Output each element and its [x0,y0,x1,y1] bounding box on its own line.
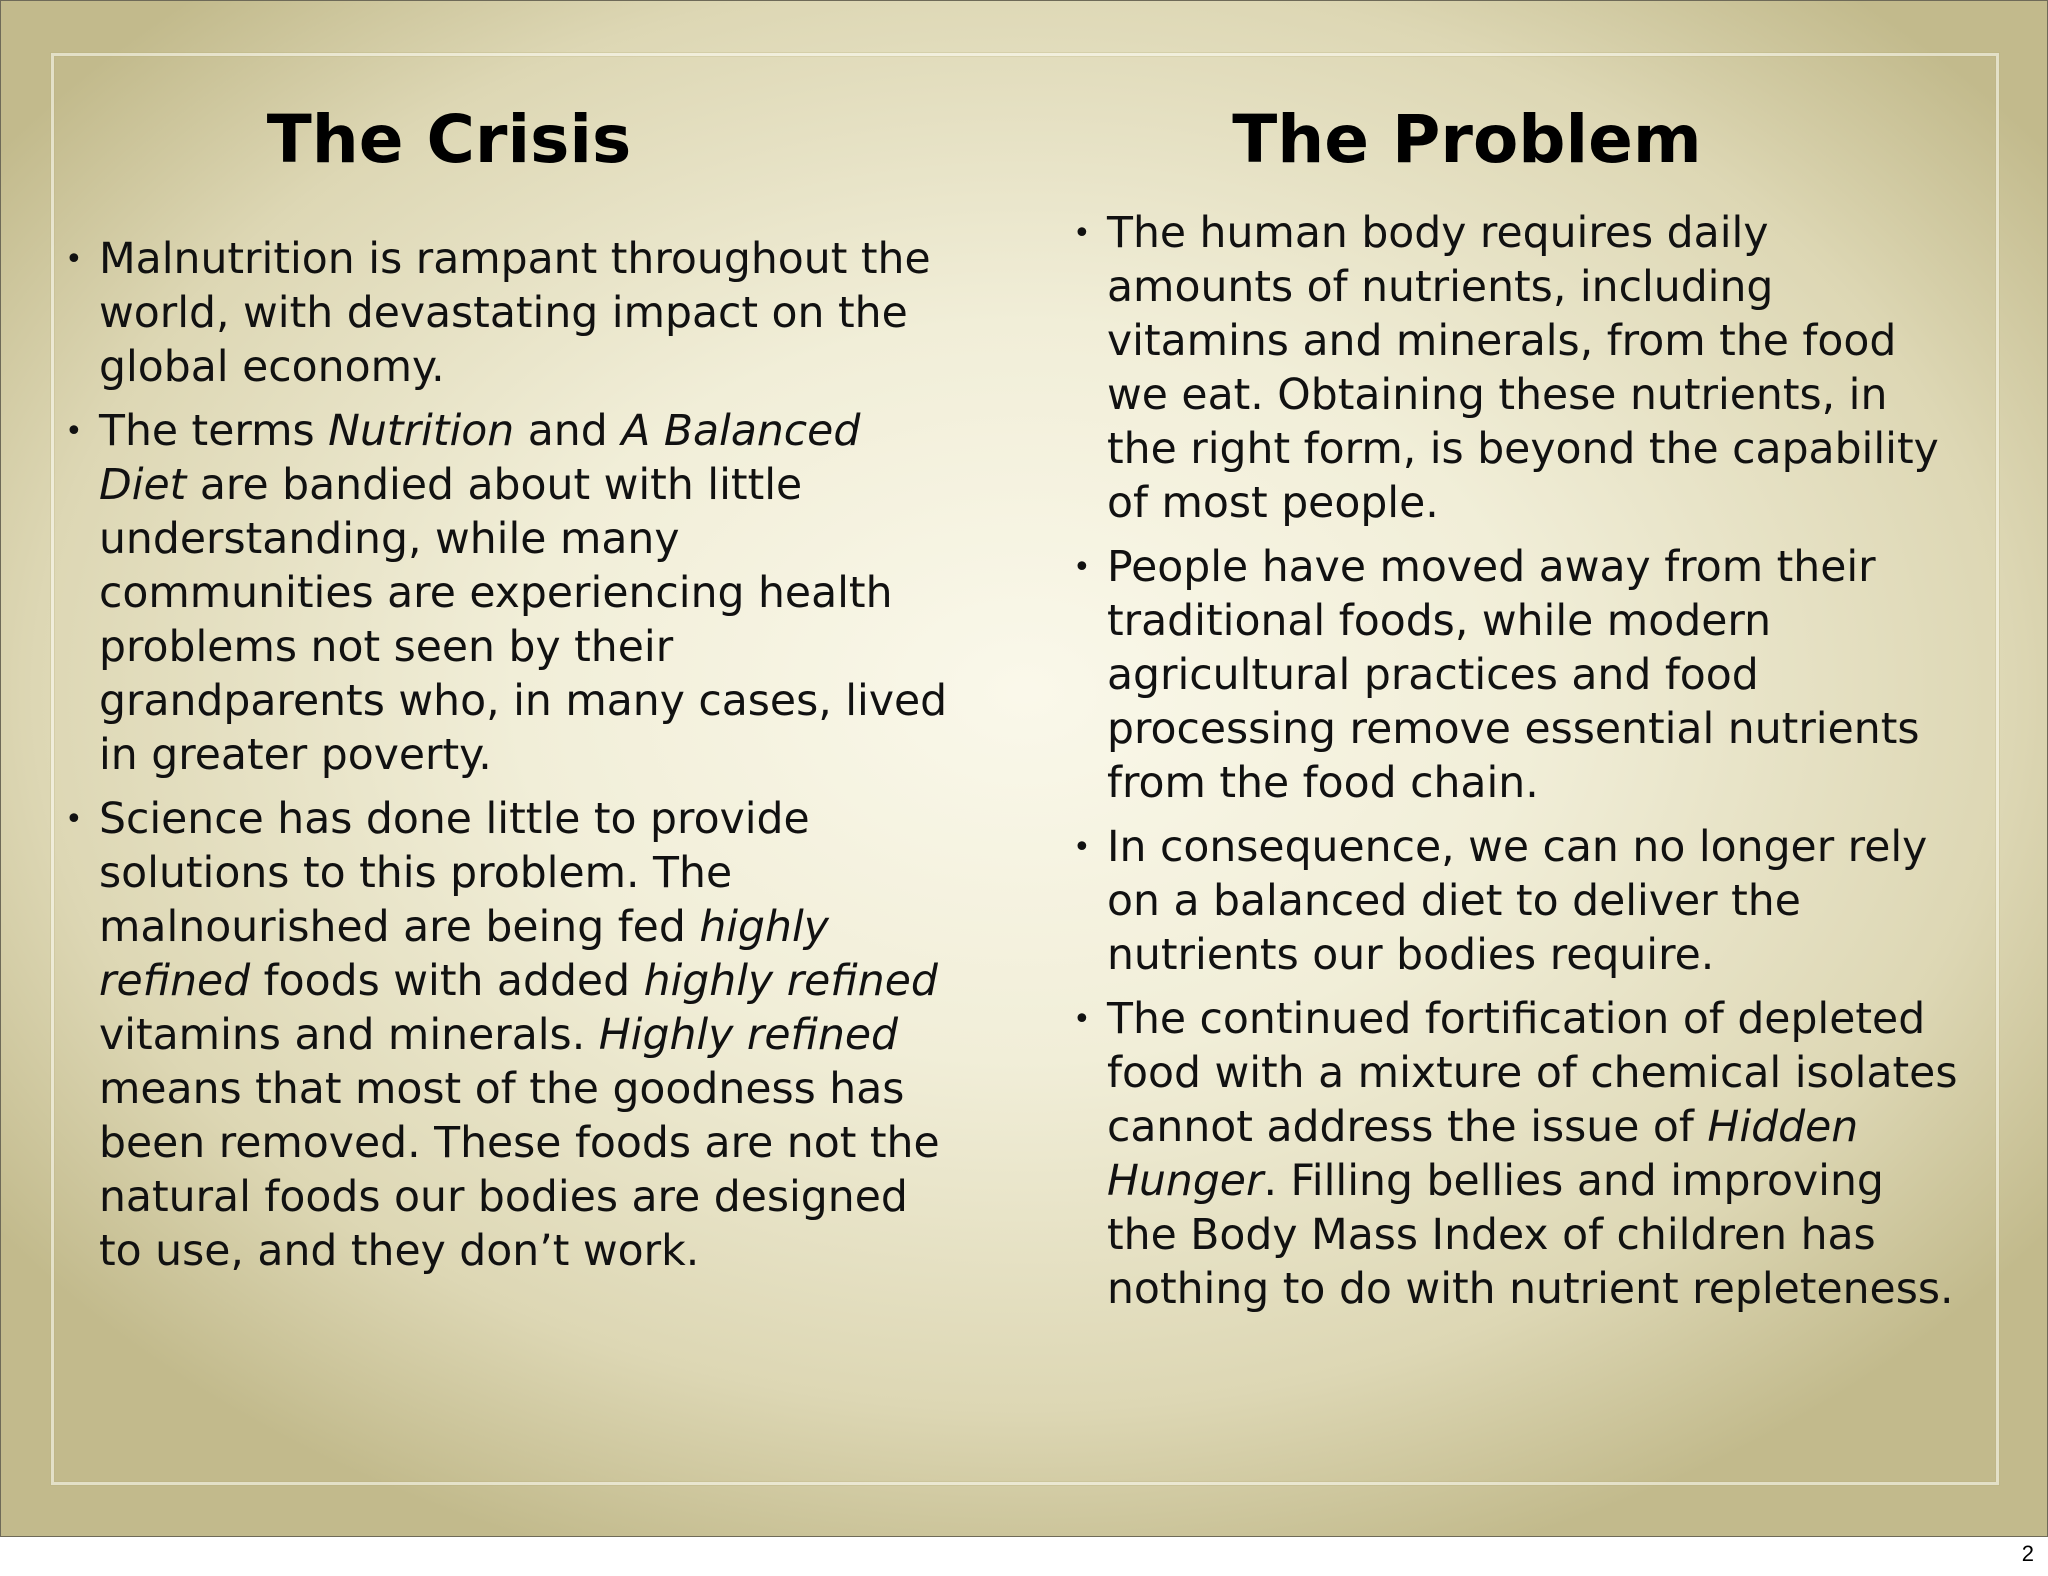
text-run: In consequence, we can no longer rely on a balanced diet to deliver the nutrients our bodies require. [1107,823,1928,980]
bullet-item [59,233,959,395]
text-run: . Filling bellies and improving the Body Mass Index of children has nothing to do with nutrient repleteness. [1107,1157,1954,1314]
bullet-text [99,793,959,1279]
text-run: are bandied about with little understanding, while many communities are experiencing health problems not seen by their grandparents who, in many cases, lived in greater poverty. [99,461,948,780]
bullet-text [99,233,959,395]
crisis-bullet-list [59,233,959,1289]
bullet-dot-icon: • [1073,830,1091,865]
text-run: People have moved away from their traditional foods, while modern agricultural practices and food processing remove essential nutrients from the food chain. [1107,543,1920,808]
bullet-dot-icon: • [1073,216,1091,251]
text-run: means that most of the goodness has been removed. These foods are not the natural foods our bodies are designed to use, and they don’t work. [99,1065,940,1276]
problem-bullet-list [1067,207,1967,1327]
bullet-text [1107,993,1967,1317]
bullet-item [1067,993,1967,1317]
italic-text-run: A Balanced Diet [99,407,861,510]
bullet-dot-icon: • [1073,1002,1091,1037]
text-run: foods with added [250,957,644,1006]
bullet-text [1107,821,1967,983]
italic-text-run: highly refined [643,957,938,1006]
text-run: The human body requires daily amounts of nutrients, including vitamins and minerals, from the food we eat. Obtaining these nutrients, in the right form, is beyond the capability of most people. [1107,209,1939,528]
italic-text-run: Hidden Hunger [1107,1103,1859,1206]
bullet-dot-icon: • [65,414,83,449]
bullet-dot-icon: • [65,242,83,277]
italic-text-run: Nutrition [328,407,515,456]
text-run: The terms [99,407,329,456]
bullet-text [99,405,959,783]
crisis-title: The Crisis [266,101,632,178]
bullet-item [1067,207,1967,531]
problem-title: The Problem [1232,101,1702,178]
italic-text-run: Highly refined [598,1011,899,1060]
text-run: vitamins and minerals. [99,1011,599,1060]
bullet-item [59,793,959,1279]
italic-text-run: highly refined [99,903,829,1006]
bullet-item [1067,821,1967,983]
bullet-dot-icon: • [65,802,83,837]
bullet-text [1107,207,1967,531]
text-run: and [514,407,622,456]
bullet-text [1107,541,1967,811]
bullet-item [1067,541,1967,811]
page-number: 2 [2021,1541,2034,1566]
bullet-dot-icon: • [1073,550,1091,585]
text-run: Malnutrition is rampant throughout the world, with devastating impact on the global economy. [99,235,931,392]
text-run: The continued fortification of depleted food with a mixture of chemical isolates cannot address the issue of [1107,995,1958,1152]
text-run: Science has done little to provide solutions to this problem. The malnourished are being fed [99,795,810,952]
bullet-item [59,405,959,783]
